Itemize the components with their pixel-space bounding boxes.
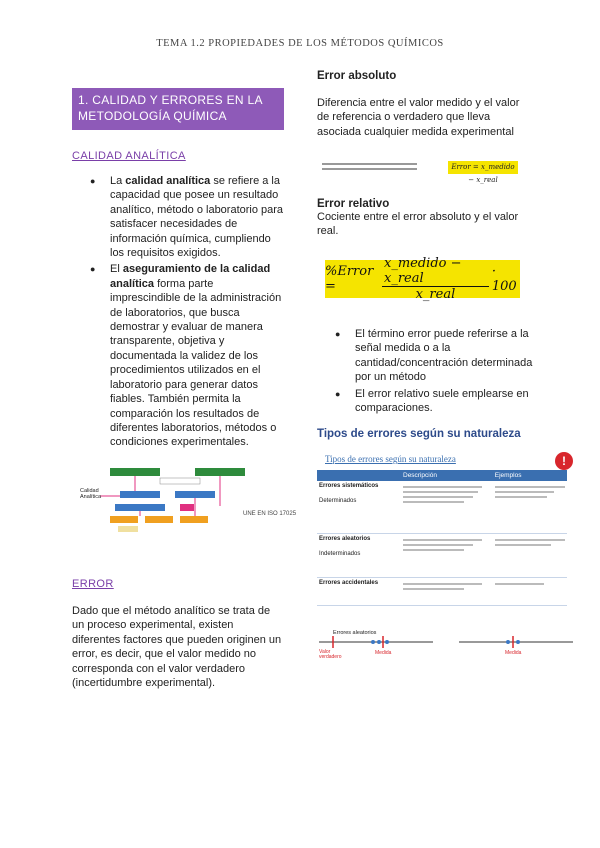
table-row (317, 481, 567, 533)
row-sub: Indeterminados (319, 550, 361, 557)
table-header: Ejemplos (493, 470, 567, 481)
bullet-rel-error: ● El error relativo suele emplearse en comparaciones. (355, 387, 537, 416)
formula-tail: · 100 (491, 264, 517, 294)
table-row (317, 577, 567, 605)
bullet-term-error: ● El término error puede referirse a la señal medida o a la cantidad/concentración determinada por un método (355, 327, 537, 385)
table-header: Descripción (401, 470, 493, 481)
error-targets-graphic (313, 622, 579, 662)
page-header: TEMA 1.2 PROPIEDADES DE LOS MÉTODOS QUÍMICOS (156, 38, 444, 49)
row-sub: Determinados (319, 498, 357, 504)
row-name: Errores sistemáticos (319, 483, 379, 489)
error-section (72, 578, 284, 690)
target-label-medida-right: Medida (505, 650, 522, 656)
diagram-side-label: Calidad Analítica (80, 488, 102, 500)
table-header (317, 470, 401, 481)
bullet-aseguramiento: ● El aseguramiento de la calidad analítica forma parte imprescindible de la administración de laboratorios, que busca demostrar y evaluar de manera transparente, objetiva y documentada la validez de los procedimientos utilizados en el laboratorio para generar datos fiables. También permita la comparación los resultados de diferentes laboratorios, métodos o condiciones experimentales. (110, 262, 284, 449)
abs-title: Error absoluto (317, 70, 397, 82)
right-column (317, 70, 532, 139)
bullet-calidad: ● La calidad analítica se refiere a la capacidad que posee un resultado analítico, método o laboratorio para satisfacer necesidades de información química, cumpliendo los requisitos exigidos. (110, 174, 284, 260)
abs-text: Diferencia entre el valor medido y el valor de referencia o verdadero que lleva asociada cualquier medida experimental (317, 97, 520, 138)
section-title-box: 1. CALIDAD Y ERRORES EN LA METODOLOGÍA QUÍMICA (72, 88, 284, 130)
error-text: Dado que el método analítico se trata de un proceso experimental, existen diferentes factores que pueden originen un error, es decir, que el valor medido no corresponda con el valor verdadero (incertidumbre experimental). (72, 605, 282, 690)
rel-bullets-block (317, 327, 537, 417)
formula-lhs: %Error = (325, 264, 374, 294)
relative-error-formula (325, 256, 520, 302)
formula-denominator: x_real (415, 287, 456, 302)
table-header-row (317, 470, 567, 481)
error-types-table (317, 470, 567, 606)
rel-text: Cociente entre el error absoluto y el valor real. (317, 211, 519, 238)
target-label-medida: Medida (375, 650, 392, 656)
error-heading: ERROR (72, 578, 114, 590)
row-name: Errores accidentales (319, 579, 379, 586)
warning-icon: ! (555, 452, 573, 470)
types-title: Tipos de errores según su naturaleza (317, 428, 521, 440)
target-label-valor: Valor verdadero (319, 649, 342, 660)
calidad-diagram (80, 466, 310, 536)
rel-title: Error relativo (317, 198, 390, 210)
left-column (72, 88, 284, 452)
target-label-top: Errores aleatorios (333, 630, 377, 636)
calidad-heading: CALIDAD ANALÍTICA (72, 150, 186, 162)
diagram-graphic (80, 466, 310, 536)
diagram-stamp: UNE EN ISO 17025 (243, 511, 297, 517)
error-types-table-figure (313, 450, 579, 660)
rel-section (317, 198, 532, 239)
row-name: Errores aleatorios (319, 535, 371, 542)
abs-formula: Error = x_medido − x_real (448, 161, 518, 174)
table-title: Tipos de errores según su naturaleza (325, 454, 456, 464)
formula-numerator: x_medido − x_real (382, 256, 489, 287)
abs-formula-figure (322, 158, 522, 184)
rel-bullets (317, 327, 537, 415)
calidad-bullets (72, 174, 284, 450)
table-row (317, 533, 567, 577)
